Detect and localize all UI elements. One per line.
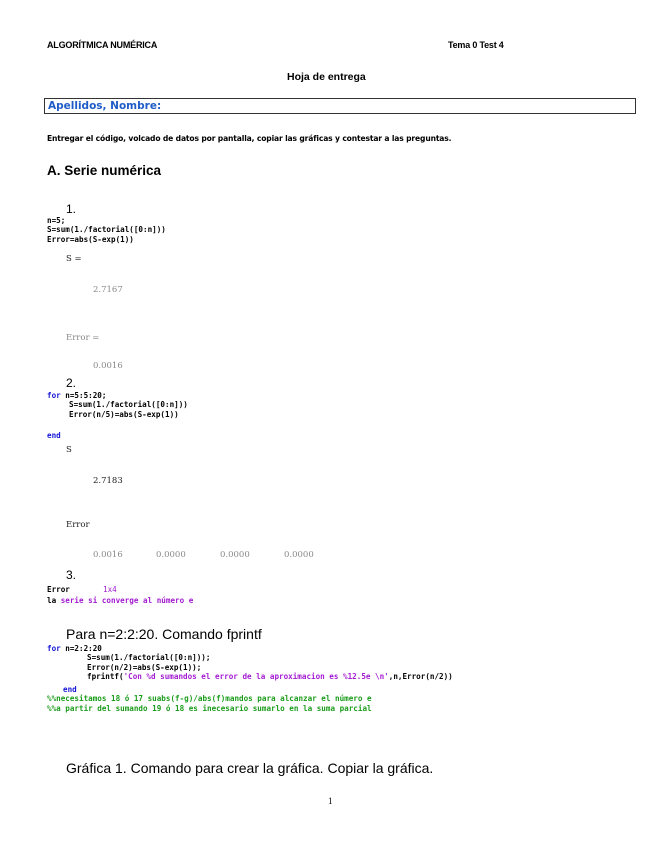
name-field-label: Apellidos, Nombre: (48, 100, 162, 112)
q2-code-for-line (47, 391, 106, 400)
fp-for-range: n=2:2:20 (60, 644, 102, 653)
q2-error-value: 0.0000 (284, 550, 314, 560)
q2-code-line-3: Error(n/5)=abs(S-exp(1)) (69, 409, 179, 419)
instructions-text: Entregar el código, volcado de datos por pantalla, copiar las gráficas y contestar a las preguntas. (47, 134, 452, 143)
q2-end-keyword: end (47, 431, 61, 440)
q1-output-s-label: S = (66, 254, 82, 264)
q1-output-s-value: 2.7167 (93, 285, 123, 295)
fp-comment-2: %%a partir del sumando 19 ó 18 es inecesario sumarlo en la suma parcial (47, 703, 372, 713)
q2-error-value: 0.0000 (220, 550, 250, 560)
fp-fprintf-call: fprintf( (87, 672, 124, 682)
q1-code-line-1: n=5; (47, 216, 66, 225)
fp-format-string: 'Con %d sumandos el error de la aproximacion es %12.5e \n' (123, 672, 389, 682)
section-heading-a: A. Serie numérica (47, 163, 162, 178)
fp-for-keyword: for (47, 644, 61, 653)
q2-output-error-label: Error (66, 520, 90, 530)
q1-code-line-3: Error=abs(S-exp(1)) (47, 234, 134, 244)
fp-comment-1: %%necesitamos 18 ó 17 suabs(f-g)/abs(f)mandos para alcanzar el número e (47, 694, 372, 704)
q3-answer (47, 596, 193, 605)
q3-answer-prefix: la (47, 596, 61, 605)
test-header: Tema 0 Test 4 (448, 40, 504, 50)
q2-error-value: 0.0016 (93, 550, 123, 560)
fp-code-line-4 (87, 672, 453, 681)
name-field-box[interactable] (44, 98, 636, 114)
course-header: ALGORÍTMICA NUMÉRICA (47, 40, 158, 50)
q3-workspace-size: 1x4 (103, 585, 117, 594)
question-number-1: 1. (66, 202, 77, 216)
question-number-2: 2. (66, 376, 77, 390)
q2-for-keyword: for (47, 391, 61, 400)
q1-output-error-label: Error = (66, 333, 100, 343)
q2-error-value: 0.0000 (156, 550, 186, 560)
fp-code-line-3: Error(n/2)=abs(S-exp(1)); (87, 662, 202, 672)
fprintf-heading: Para n=2:2:20. Comando fprintf (66, 626, 262, 642)
page-title: Hoja de entrega (287, 71, 366, 83)
page-number: 1 (328, 796, 333, 806)
fp-code-line-2: S=sum(1./factorial([0:n])); (87, 653, 211, 663)
q2-output-s-value: 2.7183 (93, 476, 123, 486)
q2-code-line-2: S=sum(1./factorial([0:n])) (69, 400, 188, 410)
fp-fprintf-args: ,n,Error(n/2)) (388, 672, 453, 682)
fp-code-for-line (47, 644, 102, 653)
q3-answer-text: serie si converge al número e (60, 596, 194, 605)
q2-for-range: n=5:5:20; (60, 391, 107, 400)
q1-output-error-value: 0.0016 (93, 361, 123, 371)
fp-end-keyword: end (63, 685, 77, 694)
question-number-3: 3. (66, 568, 77, 582)
q2-output-s-label: S (66, 445, 72, 455)
q3-workspace-name: Error (47, 585, 70, 594)
grafica-heading: Gráfica 1. Comando para crear la gráfica. Copiar la gráfica. (66, 760, 434, 776)
q1-code-line-2: S=sum(1./factorial([0:n])) (47, 225, 166, 235)
